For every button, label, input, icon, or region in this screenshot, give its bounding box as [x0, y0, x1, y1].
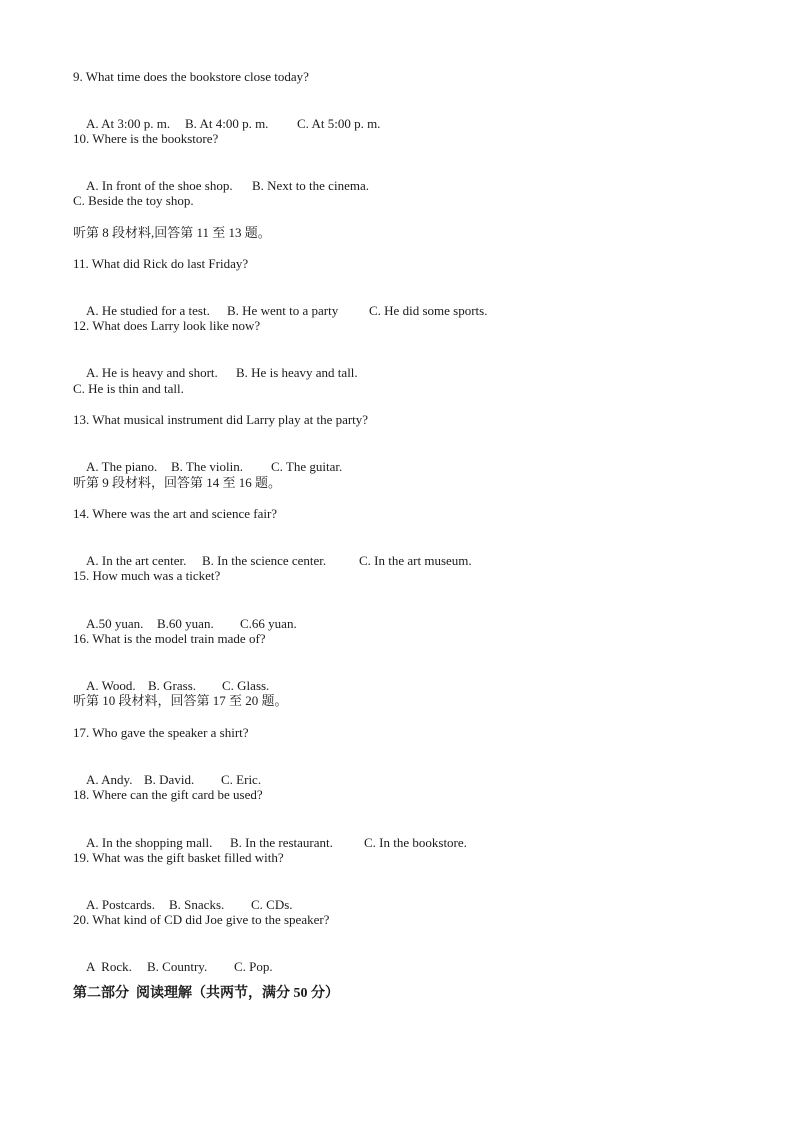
- option-18c: C. In the bookstore.: [364, 835, 467, 850]
- option-12c: C. He is thin and tall.: [73, 381, 184, 396]
- question-15: 15. How much was a ticket?: [73, 568, 221, 583]
- options-20: [73, 943, 273, 991]
- option-17b: B. David.: [144, 772, 195, 787]
- option-19a: A. Postcards.: [86, 897, 155, 912]
- question-10: 10. Where is the bookstore?: [73, 131, 219, 146]
- option-20c: C. Pop.: [234, 959, 273, 974]
- option-10a: A. In front of the shoe shop.: [86, 178, 233, 193]
- question-13: 13. What musical instrument did Larry play at the party?: [73, 412, 369, 427]
- option-11c: C. He did some sports.: [369, 303, 488, 318]
- question-12: 12. What does Larry look like now?: [73, 318, 261, 333]
- option-11b: B. He went to a party: [227, 303, 339, 318]
- option-14c: C. In the art museum.: [359, 553, 472, 568]
- question-9: 9. What time does the bookstore close today?: [73, 69, 309, 84]
- question-18: 18. Where can the gift card be used?: [73, 787, 263, 802]
- section-9-instruction: 听第 9 段材料，回答第 14 至 16 题。: [73, 475, 282, 490]
- question-20: 20. What kind of CD did Joe give to the speaker?: [73, 912, 330, 927]
- option-20b: B. Country.: [147, 959, 208, 974]
- option-14a: A. In the art center.: [86, 553, 187, 568]
- question-14: 14. Where was the art and science fair?: [73, 506, 278, 521]
- section-8-instruction: 听第 8 段材料,回答第 11 至 13 题。: [73, 225, 271, 240]
- option-10c: C. Beside the toy shop.: [73, 193, 194, 208]
- option-15b: B.60 yuan.: [157, 616, 214, 631]
- option-17a: A. Andy.: [86, 772, 133, 787]
- option-11a: A. He studied for a test.: [86, 303, 210, 318]
- option-12a: A. He is heavy and short.: [86, 365, 218, 380]
- option-12b: B. He is heavy and tall.: [236, 365, 358, 380]
- question-17: 17. Who gave the speaker a shirt?: [73, 725, 249, 740]
- option-13b: B. The violin.: [171, 459, 243, 474]
- option-17c: C. Eric.: [221, 772, 262, 787]
- option-14b: B. In the science center.: [202, 553, 327, 568]
- option-15a: A.50 yuan.: [86, 616, 144, 631]
- option-18a: A. In the shopping mall.: [86, 835, 213, 850]
- option-10b: B. Next to the cinema.: [252, 178, 369, 193]
- option-16c: C. Glass.: [222, 678, 270, 693]
- option-15c: C.66 yuan.: [240, 616, 297, 631]
- option-13c: C. The guitar.: [271, 459, 343, 474]
- question-11: 11. What did Rick do last Friday?: [73, 256, 249, 271]
- option-9c: C. At 5:00 p. m.: [297, 116, 381, 131]
- option-19c: C. CDs.: [251, 897, 293, 912]
- part-2-heading: 第二部分 阅读理解（共两节，满分 50 分）: [73, 986, 339, 1001]
- option-16a: A. Wood.: [86, 678, 136, 693]
- option-16b: B. Grass.: [148, 678, 197, 693]
- option-13a: A. The piano.: [86, 459, 158, 474]
- option-19b: B. Snacks.: [169, 897, 225, 912]
- question-19: 19. What was the gift basket filled with?: [73, 850, 284, 865]
- option-20a: A Rock.: [86, 959, 132, 974]
- section-10-instruction: 听第 10 段材料，回答第 17 至 20 题。: [73, 693, 288, 708]
- option-18b: B. In the restaurant.: [230, 835, 333, 850]
- question-16: 16. What is the model train made of?: [73, 631, 266, 646]
- option-9a: A. At 3:00 p. m.: [86, 116, 171, 131]
- option-9b: B. At 4:00 p. m.: [185, 116, 269, 131]
